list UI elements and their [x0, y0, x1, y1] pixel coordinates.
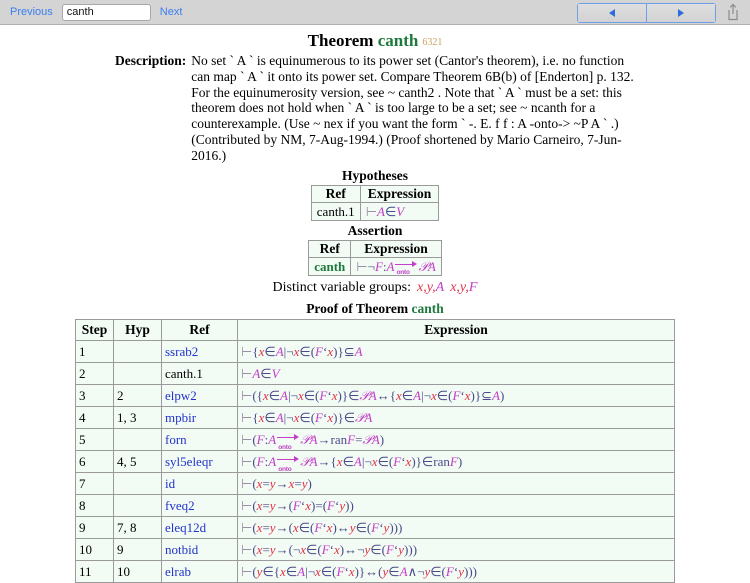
proof-table-body [76, 340, 675, 582]
assertion-table [308, 240, 442, 276]
onto-arrow-icon: onto [395, 261, 417, 273]
proof-step-ref[interactable] [162, 450, 238, 472]
assertion-caption: Assertion [347, 222, 403, 238]
table-row [76, 450, 675, 472]
table-header-row [309, 240, 442, 257]
title-theorem-name: canth [377, 31, 419, 50]
proof-step-hyp [114, 340, 162, 362]
assertion-expression: ⊢¬F:A onto 𝒫A [351, 257, 442, 275]
column-header-expression: Expression [360, 185, 439, 202]
description-text: No set ` A ` is equinumerous to its power set (Cantor's theorem), i.e. no function can map ` A ` it onto its power set. Compare Theorem 6B(b) of [Enderton] p. 132. For the equinumerosity version, see ~ canth2 . Note that ` A ` must be a set: this theorem does not hold when ` A ` is too large to be a set; see ~ ncanth for a counterexample. (Use ~ nex if you want the form ` -. E. f f : A -onto-> ~P A ` .) (Contributed by NM, 7-Aug-1994.) (Proof shortened by Mario Carneiro, 7-Jun-2016.) [191, 53, 634, 163]
description-block [0, 53, 750, 164]
proof-step-hyp [114, 472, 162, 494]
forward-button[interactable] [646, 4, 715, 22]
proof-step-expression: ⊢(x=y→x=y) [238, 472, 675, 494]
table-row [76, 362, 675, 384]
distinct-variable-label: Distinct variable groups: [272, 279, 411, 295]
proof-caption-prefix: Proof of Theorem [306, 300, 409, 316]
proof-caption-name: canth [411, 300, 444, 316]
browser-toolbar [0, 0, 750, 25]
proof-step-expression: ⊢(x=y→(x∈(F‘x)↔y∈(F‘y))) [238, 516, 675, 538]
proof-step-hyp: 7, 8 [114, 516, 162, 538]
proof-step-ref[interactable] [162, 428, 238, 450]
proof-table-wrap [0, 319, 750, 583]
table-header-row [311, 185, 438, 202]
column-header-expression: Expression [238, 319, 675, 340]
hypotheses-table [311, 185, 439, 221]
share-button[interactable] [724, 2, 742, 22]
proof-step-hyp: 10 [114, 560, 162, 582]
assertion-ref[interactable]: canth [309, 257, 351, 275]
proof-step-ref[interactable] [162, 560, 238, 582]
table-row [76, 428, 675, 450]
proof-ref-label[interactable]: mpbir [165, 409, 197, 425]
proof-step-number: 4 [76, 406, 114, 428]
proof-ref-label[interactable]: ssrab2 [165, 343, 199, 359]
proof-step-ref[interactable] [162, 494, 238, 516]
table-row [76, 340, 675, 362]
proof-step-number: 9 [76, 516, 114, 538]
proof-step-ref [162, 362, 238, 384]
proof-step-number: 11 [76, 560, 114, 582]
table-row [309, 257, 442, 275]
proof-step-hyp [114, 428, 162, 450]
proof-ref-label: canth.1 [165, 365, 203, 381]
proof-step-expression: ⊢(x=y→(¬x∈(F‘x)↔¬y∈(F‘y))) [238, 538, 675, 560]
proof-step-expression: ⊢A∈V [238, 362, 675, 384]
table-row [76, 560, 675, 582]
column-header-expression: Expression [351, 240, 442, 257]
table-row [311, 202, 438, 220]
proof-step-number: 7 [76, 472, 114, 494]
hypotheses-caption: Hypotheses [341, 167, 408, 183]
description-label: Description: [115, 53, 187, 68]
hypothesis-ref[interactable]: canth.1 [311, 202, 360, 220]
proof-step-number: 5 [76, 428, 114, 450]
proof-step-hyp: 4, 5 [114, 450, 162, 472]
proof-ref-label[interactable]: fveq2 [165, 497, 195, 513]
proof-ref-label[interactable]: id [165, 475, 176, 491]
proof-ref-label[interactable]: syl5eleqr [165, 453, 213, 469]
page-title [0, 31, 750, 51]
proof-step-number: 3 [76, 384, 114, 406]
column-header-ref: Ref [162, 319, 238, 340]
proof-step-expression: ⊢(x=y→(F‘x)=(F‘y)) [238, 494, 675, 516]
proof-step-number: 1 [76, 340, 114, 362]
onto-arrow-icon: onto [277, 456, 299, 468]
proof-step-ref[interactable] [162, 384, 238, 406]
column-header-step: Step [76, 319, 114, 340]
proof-step-hyp: 9 [114, 538, 162, 560]
proof-step-ref[interactable] [162, 406, 238, 428]
column-header-ref: Ref [311, 185, 360, 202]
column-header-ref: Ref [309, 240, 351, 257]
table-row [76, 516, 675, 538]
proof-step-expression: ⊢(y∈{x∈A|¬x∈(F‘x)}↔(y∈A∧¬y∈(F‘y))) [238, 560, 675, 582]
table-row [76, 472, 675, 494]
proof-step-expression: ⊢(F:A onto 𝒫A→ranF=𝒫A) [238, 428, 675, 450]
proof-ref-label[interactable]: elrab [165, 563, 191, 579]
proof-step-hyp: 2 [114, 384, 162, 406]
previous-link[interactable]: Previous [10, 6, 53, 18]
proof-step-hyp [114, 362, 162, 384]
proof-step-expression: ⊢({x∈A|¬x∈(F‘x)}∈𝒫A↔{x∈A|¬x∈(F‘x)}⊆A) [238, 384, 675, 406]
triangle-left-icon [609, 9, 615, 17]
proof-step-number: 2 [76, 362, 114, 384]
share-up-arrow-icon [724, 2, 742, 22]
proof-caption [0, 301, 750, 317]
proof-step-expression: ⊢(F:A onto 𝒫A→{x∈A|¬x∈(F‘x)}∈ranF) [238, 450, 675, 472]
distinct-variable-group: x,y,F [450, 279, 478, 295]
proof-step-number: 6 [76, 450, 114, 472]
proof-ref-label[interactable]: elpw2 [165, 387, 197, 403]
column-header-hyp: Hyp [114, 319, 162, 340]
table-row [76, 384, 675, 406]
triangle-right-icon [678, 9, 684, 17]
table-row [76, 538, 675, 560]
proof-step-number: 10 [76, 538, 114, 560]
distinct-variable-groups [0, 280, 750, 296]
assertion-table-wrap [0, 240, 750, 276]
distinct-variable-values [411, 280, 477, 295]
proof-ref-label[interactable]: eleq12d [165, 519, 207, 535]
theorem-page [0, 31, 750, 583]
hypotheses-table-wrap [0, 185, 750, 221]
proof-step-ref[interactable] [162, 516, 238, 538]
onto-arrow-icon: onto [277, 434, 299, 446]
navigation-segmented-control [577, 3, 716, 23]
table-row [76, 494, 675, 516]
proof-step-expression: ⊢{x∈A|¬x∈(F‘x)}⊆A [238, 340, 675, 362]
title-theorem-number: 6321 [422, 37, 443, 48]
proof-ref-label[interactable]: notbid [165, 541, 199, 557]
proof-step-hyp [114, 494, 162, 516]
title-prefix: Theorem [307, 31, 374, 50]
next-link[interactable]: Next [159, 6, 183, 18]
proof-ref-label[interactable]: forn [165, 431, 187, 447]
hypothesis-expression: ⊢A∈V [360, 202, 439, 220]
table-row [76, 406, 675, 428]
proof-step-ref[interactable] [162, 340, 238, 362]
back-button[interactable] [578, 4, 646, 22]
proof-table [75, 319, 675, 583]
proof-step-ref[interactable] [162, 538, 238, 560]
distinct-variable-group: x,y,A [416, 279, 445, 295]
table-header-row [76, 319, 675, 340]
proof-step-number: 8 [76, 494, 114, 516]
search-input[interactable] [62, 4, 151, 21]
proof-step-expression: ⊢{x∈A|¬x∈(F‘x)}∈𝒫A [238, 406, 675, 428]
proof-step-ref[interactable] [162, 472, 238, 494]
proof-step-hyp: 1, 3 [114, 406, 162, 428]
